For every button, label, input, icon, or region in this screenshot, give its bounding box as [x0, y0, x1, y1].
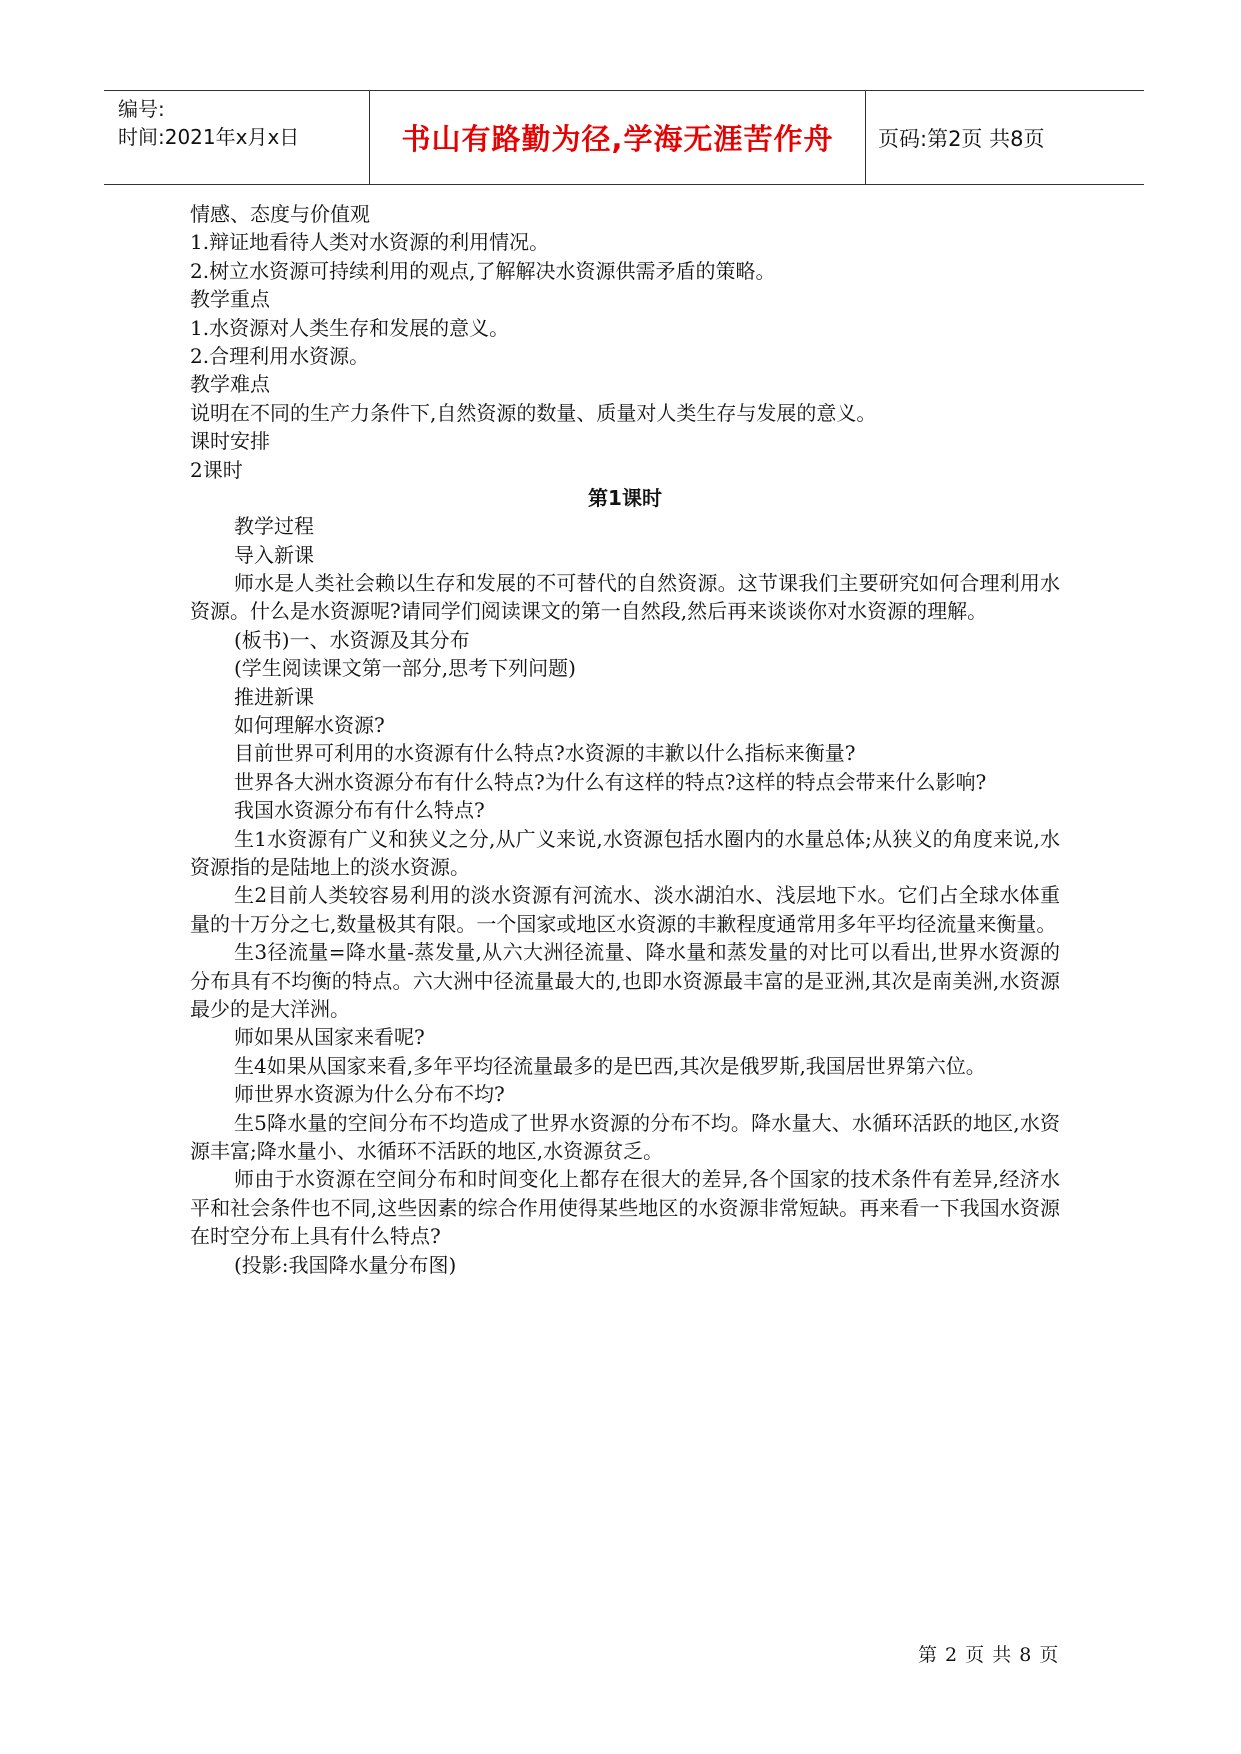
lesson-title: 第1课时 [588, 485, 662, 510]
paragraph: 目前世界可利用的水资源有什么特点?水资源的丰歉以什么指标来衡量? [234, 741, 856, 766]
paragraph: (板书)一、水资源及其分布 [234, 627, 470, 652]
paragraph: 2.合理利用水资源。 [190, 343, 370, 368]
document-body [190, 200, 1060, 1279]
header-page-cell [866, 91, 1144, 184]
paragraph: 生3径流量=降水量-蒸发量,从六大洲径流量、降水量和蒸发量的对比可以看出,世界水资源的分布具有不均衡的特点。六大洲中径流量最大的,也即水资源最丰富的是亚洲,其次是南美洲,水资源最少的是大洋洲。 [190, 940, 1060, 1022]
section-heading: 课时安排 [190, 429, 270, 454]
paragraph: 师水是人类社会赖以生存和发展的不可替代的自然资源。这节课我们主要研究如何合理利用水资源。什么是水资源呢?请同学们阅读课文的第一自然段,然后再来谈谈你对水资源的理解。 [190, 571, 1060, 624]
paragraph: (学生阅读课文第一部分,思考下列问题) [234, 656, 576, 681]
document-date: 时间:2021年x月x日 [118, 125, 300, 149]
section-heading: 教学过程 [234, 514, 314, 539]
paragraph: 我国水资源分布有什么特点? [234, 798, 485, 823]
section-heading: 情感、态度与价值观 [190, 202, 370, 226]
paragraph: 如何理解水资源? [234, 713, 385, 738]
paragraph: 1.水资源对人类生存和发展的意义。 [190, 315, 510, 340]
paragraph: (投影:我国降水量分布图) [234, 1252, 457, 1277]
section-heading: 推进新课 [234, 684, 314, 709]
paragraph: 生1水资源有广义和狭义之分,从广义来说,水资源包括水圈内的水量总体;从狭义的角度来说,水资源指的是陆地上的淡水资源。 [190, 826, 1060, 880]
section-heading: 教学重点 [190, 287, 270, 312]
paragraph: 师如果从国家来看呢? [234, 1025, 425, 1050]
section-heading: 导入新课 [234, 542, 314, 567]
page-footer: 第 2 页 共 8 页 [918, 1644, 1060, 1666]
paragraph: 生5降水量的空间分布不均造成了世界水资源的分布不均。降水量大、水循环活跃的地区,水资源丰富;降水量小、水循环不活跃的地区,水资源贫乏。 [190, 1110, 1060, 1164]
header-motto-cell [369, 91, 866, 184]
paragraph: 2课时 [190, 457, 243, 482]
document-id-label: 编号: [118, 97, 165, 121]
paragraph: 生4如果从国家来看,多年平均径流量最多的是巴西,其次是俄罗斯,我国居世界第六位。 [234, 1053, 986, 1078]
paragraph: 师世界水资源为什么分布不均? [234, 1082, 505, 1107]
section-heading: 教学难点 [190, 372, 270, 397]
header-motto: 书山有路勤为径,学海无涯苦作舟 [401, 122, 834, 156]
paragraph: 世界各大洲水资源分布有什么特点?为什么有这样的特点?这样的特点会带来什么影响? [234, 769, 987, 794]
header-left-cell [104, 91, 369, 184]
paragraph: 生2目前人类较容易利用的淡水资源有河流水、淡水湖泊水、浅层地下水。它们占全球水体重量的十万分之七,数量极其有限。一个国家或地区水资源的丰歉程度通常用多年平均径流量来衡量。 [190, 883, 1060, 936]
paragraph: 1.辩证地看待人类对水资源的利用情况。 [190, 230, 550, 255]
header-page-code: 页码:第2页 共8页 [878, 126, 1045, 151]
paragraph: 师由于水资源在空间分布和时间变化上都存在很大的差异,各个国家的技术条件有差异,经济水平和社会条件也不同,这些因素的综合作用使得某些地区的水资源非常短缺。再来看一下我国水资源在时空分布上具有什么特点? [190, 1167, 1060, 1249]
paragraph: 说明在不同的生产力条件下,自然资源的数量、质量对人类生存与发展的意义。 [190, 400, 877, 425]
document-header [104, 90, 1144, 185]
paragraph: 2.树立水资源可持续利用的观点,了解解决水资源供需矛盾的策略。 [190, 258, 776, 283]
